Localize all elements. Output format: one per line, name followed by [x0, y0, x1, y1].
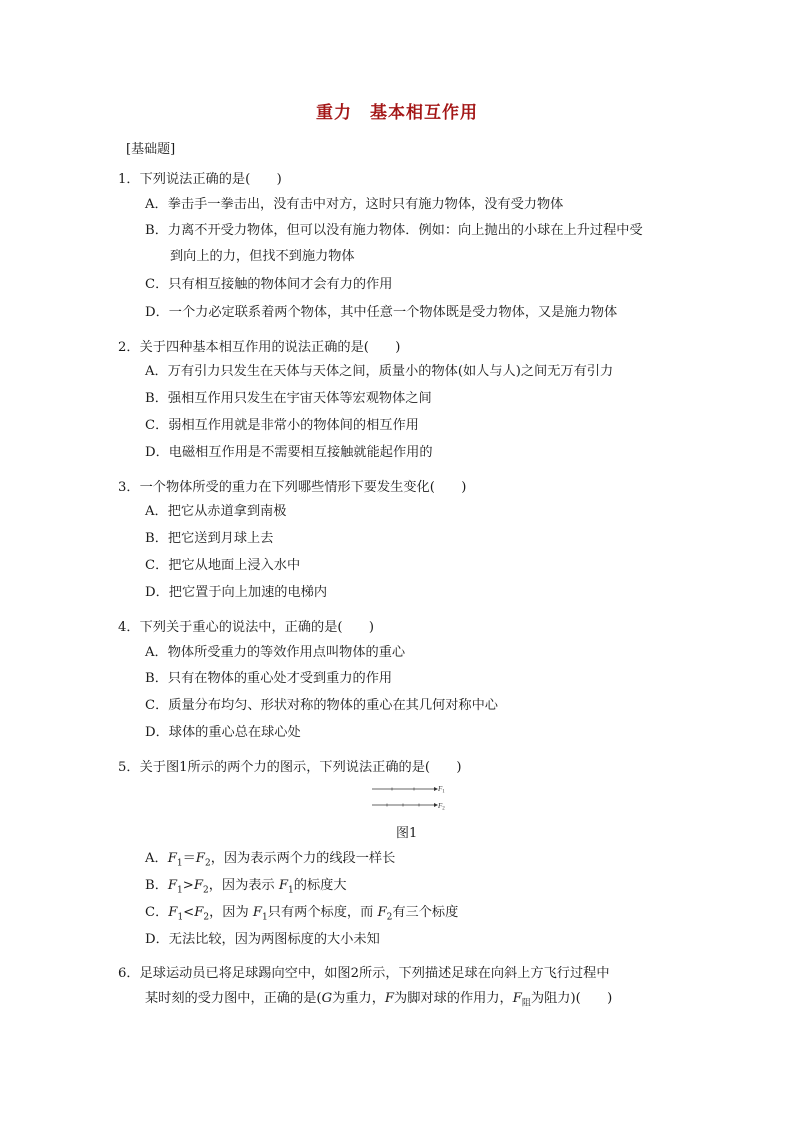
q1-option-d: D．一个力必定联系着两个物体，其中任意一个物体既是受力物体，又是施力物体: [145, 305, 618, 320]
title-part1: 重力: [316, 103, 352, 123]
q4-option-a: A．物体所受重力的等效作用点叫物体的重心: [145, 645, 406, 660]
q3-option-d: D．把它置于向上加速的电梯内: [145, 585, 328, 600]
q5-option-c: C．$F_1<F_2$，因为 $F_1$只有两个标度，而 $F_2$有三个标度: [145, 905, 459, 923]
title-part2: 基本相互作用: [370, 103, 478, 123]
q6-stem-line1: 6．足球运动员已将足球踢向空中，如图2所示，下列描述足球在向斜上方飞行过程中: [118, 966, 610, 981]
q5-option-b: B．$F_1>F_2$，因为表示 $F_1$的标度大: [145, 878, 347, 896]
q1-option-b-cont: 到向上的力，但找不到施力物体: [170, 249, 355, 264]
q4-stem: 4．下列关于重心的说法中，正确的是( ): [118, 620, 375, 635]
force-diagram-figure: [370, 780, 450, 814]
q1-stem: 1．下列说法正确的是( ): [118, 172, 282, 187]
q5-stem: 5．关于图1所示的两个力的图示，下列说法正确的是( ): [118, 760, 462, 775]
q5-option-a: A．$F_1=F_2$，因为表示两个力的线段一样长: [145, 851, 396, 869]
q3-option-b: B．把它送到月球上去: [145, 531, 274, 546]
q2-option-c: C．弱相互作用就是非常小的物体间的相互作用: [145, 418, 419, 433]
page-title: [0, 98, 794, 123]
q3-option-a: A．把它从赤道拿到南极: [145, 504, 287, 519]
q4-option-d: D．球体的重心总在球心处: [145, 725, 301, 740]
section-label: [基础题]: [126, 142, 176, 157]
q6-stem-line2: 某时刻的受力图中，正确的是(G为重力，F为脚对球的作用力，$F_阻$为阻力)( ): [145, 991, 613, 1009]
figure-1-caption: 图1: [396, 826, 418, 841]
q4-option-b: B．只有在物体的重心处才受到重力的作用: [145, 671, 393, 686]
q1-option-c: C．只有相互接触的物体间才会有力的作用: [145, 277, 393, 292]
f1-label: $F_1$: [438, 785, 445, 795]
f2-label: $F_2$: [438, 802, 445, 812]
q1-option-a: A．拳击手一拳击出，没有击中对方，这时只有施力物体，没有受力物体: [145, 197, 564, 212]
q5-option-d: D．无法比较，因为两图标度的大小未知: [145, 932, 380, 947]
q2-option-d: D．电磁相互作用是不需要相互接触就能起作用的: [145, 445, 433, 460]
q4-option-c: C．质量分布均匀、形状对称的物体的重心在其几何对称中心: [145, 698, 498, 713]
q1-option-b: B．力离不开受力物体，但可以没有施力物体．例如：向上抛出的小球在上升过程中受: [145, 223, 643, 238]
q2-option-b: B．强相互作用只发生在宇宙天体等宏观物体之间: [145, 391, 432, 406]
q2-stem: 2．关于四种基本相互作用的说法正确的是( ): [118, 340, 401, 355]
q2-option-a: A．万有引力只发生在天体与天体之间，质量小的物体(如人与人)之间无万有引力: [145, 364, 614, 379]
q3-stem: 3．一个物体所受的重力在下列哪些情形下要发生变化( ): [118, 480, 467, 495]
q3-option-c: C．把它从地面上浸入水中: [145, 558, 301, 573]
